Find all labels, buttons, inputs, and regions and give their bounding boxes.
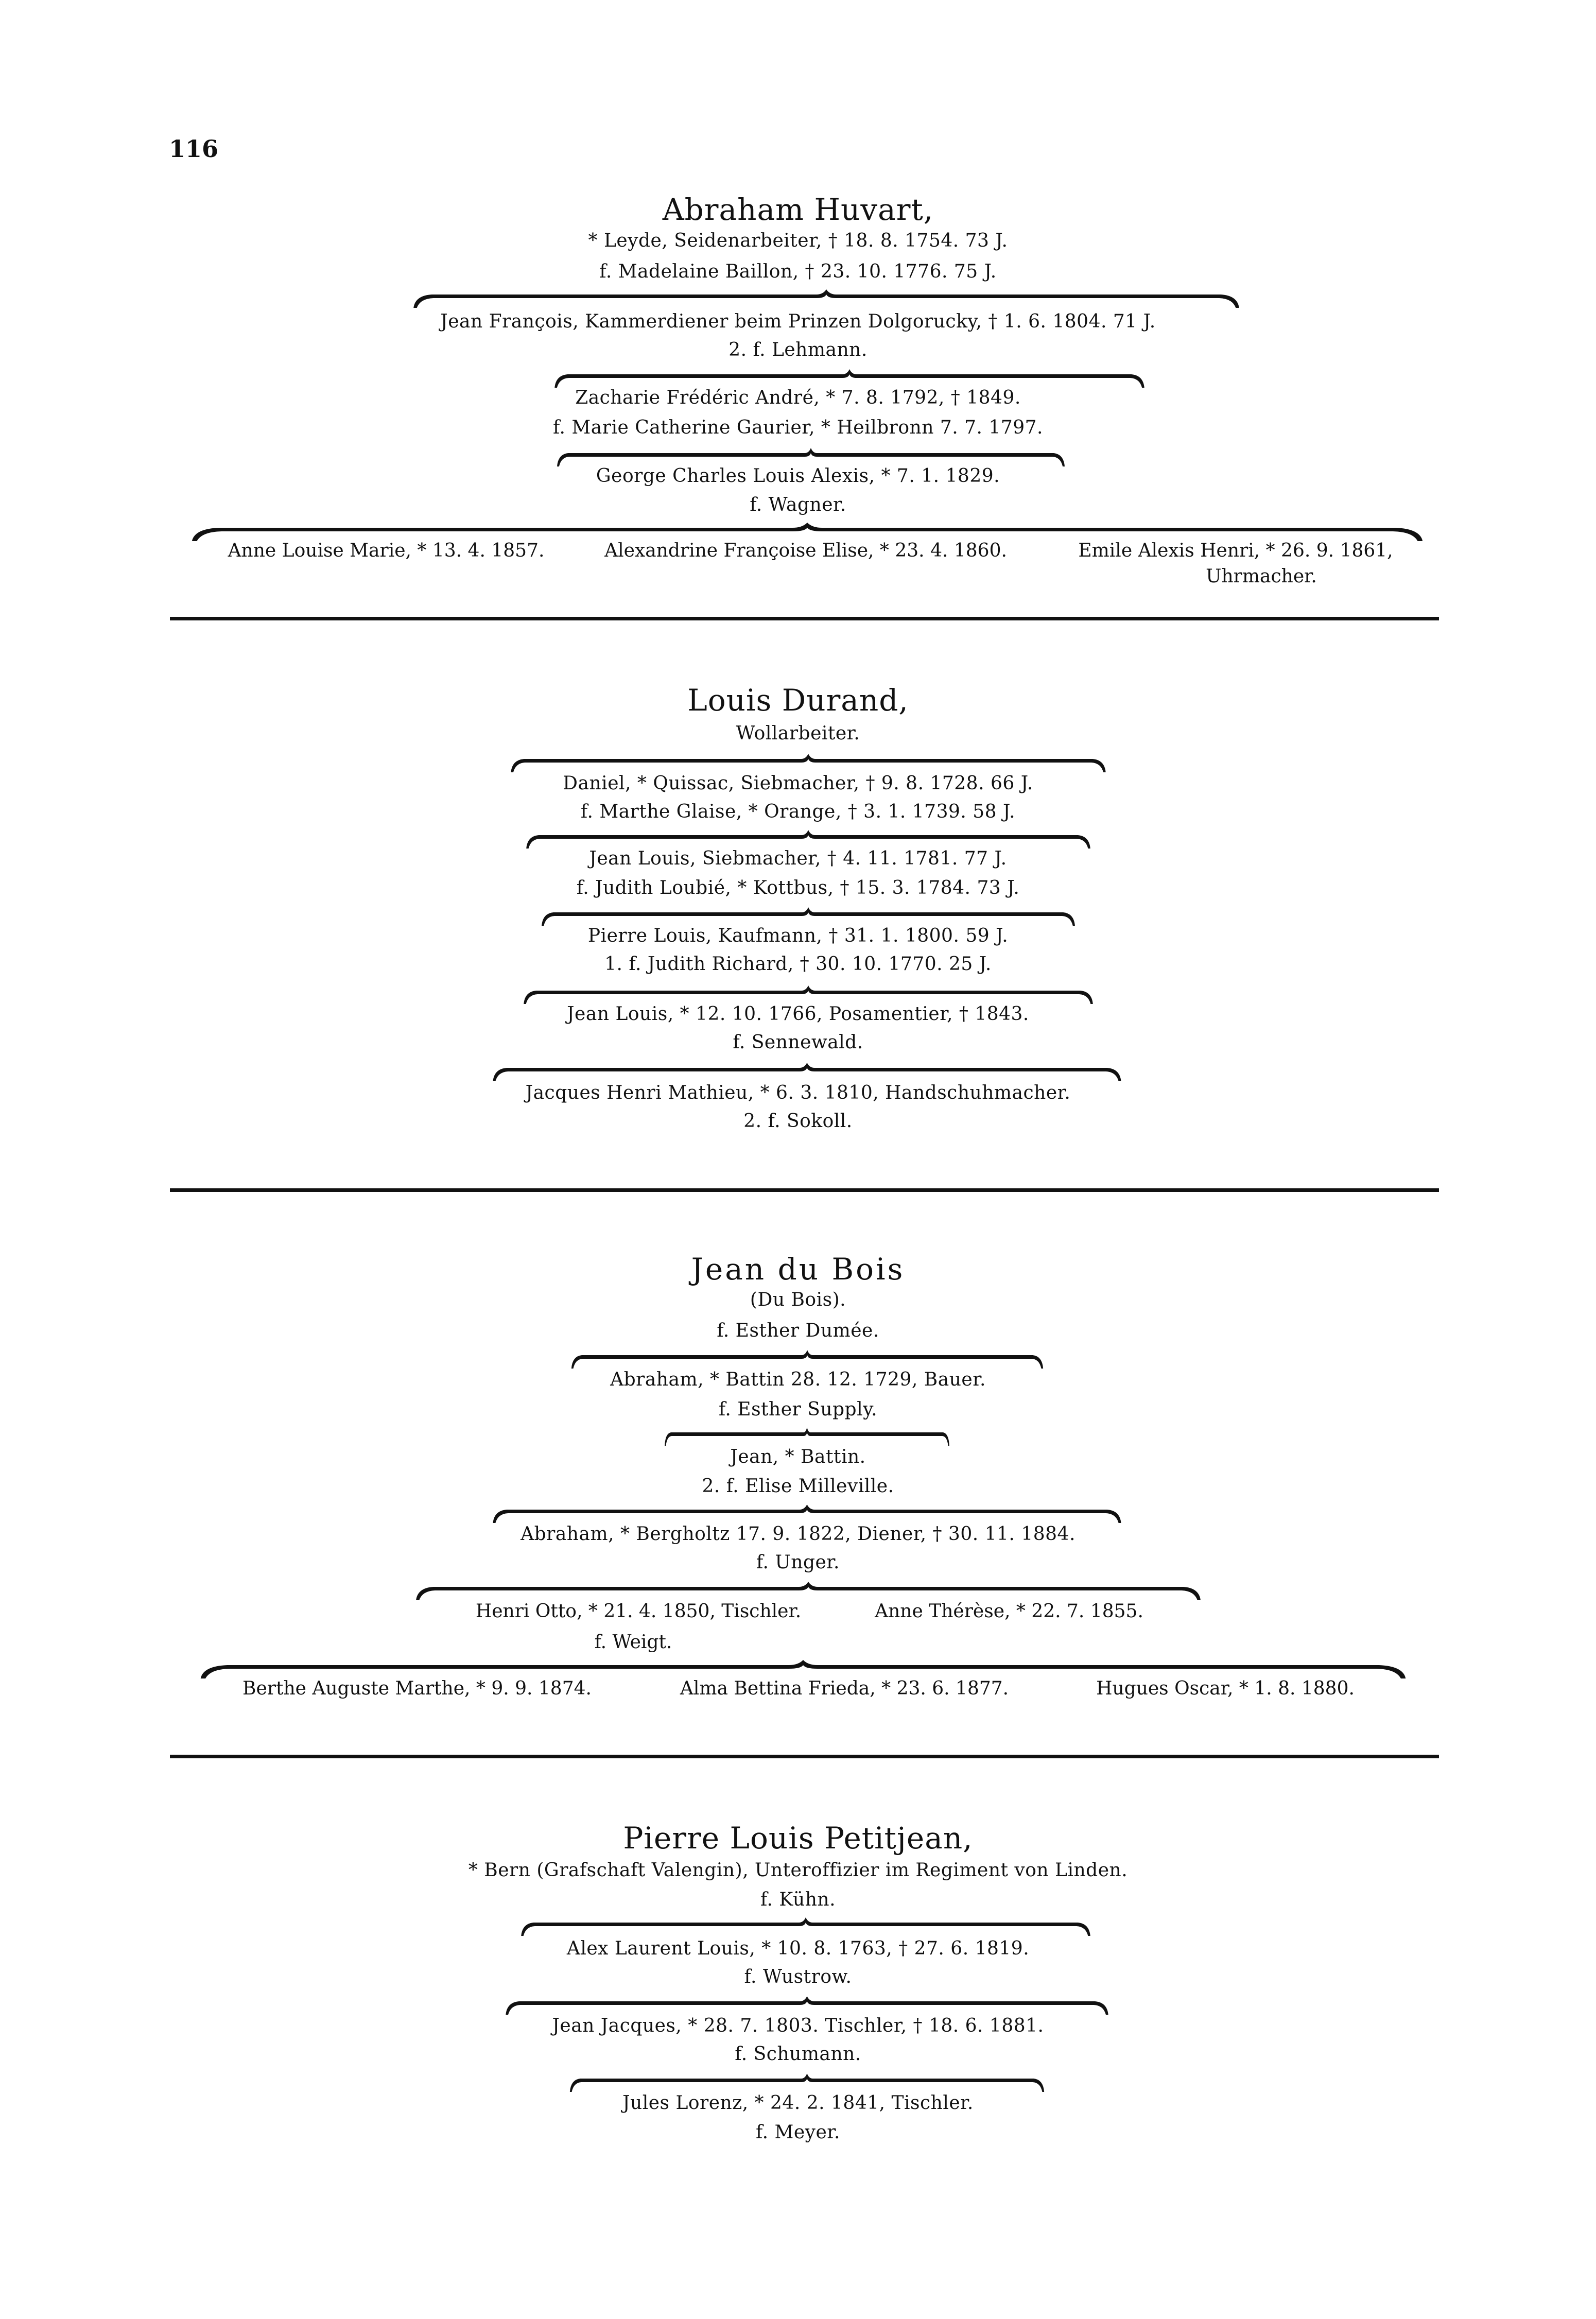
generation-line: Jean Louis, Siebmacher, † 4. 11. 1781. 77 J. bbox=[589, 848, 1007, 869]
brace bbox=[520, 1916, 1091, 1937]
generation-spouse: 2. f. Lehmann. bbox=[728, 339, 868, 360]
brace bbox=[414, 1581, 1202, 1601]
brace bbox=[510, 753, 1107, 773]
generation-spouse: f. Judith Loubié, * Kottbus, † 15. 3. 1784. 73 J. bbox=[576, 877, 1020, 898]
child-entry: Berthe Auguste Marthe, * 9. 9. 1874. bbox=[242, 1678, 592, 1699]
generation-line: Jacques Henri Mathieu, * 6. 3. 1810, Handschuhmacher. bbox=[525, 1082, 1071, 1103]
sibling-entry: Anne Thérèse, * 22. 7. 1855. bbox=[875, 1601, 1143, 1622]
child-entry: Emile Alexis Henri, * 26. 9. 1861, bbox=[1078, 540, 1393, 561]
generation-line: Daniel, * Quissac, Siebmacher, † 9. 8. 1728. 66 J. bbox=[563, 773, 1033, 794]
child-entry: Alexandrine Françoise Elise, * 23. 4. 1860. bbox=[604, 540, 1007, 561]
generation-spouse: f. Marthe Glaise, * Orange, † 3. 1. 1739. 58 J. bbox=[580, 801, 1016, 822]
family-spouse: f. Esther Dumée. bbox=[717, 1320, 879, 1341]
child-entry: Alma Bettina Frieda, * 23. 6. 1877. bbox=[680, 1678, 1009, 1699]
generation-line: Jean Louis, * 12. 10. 1766, Posamentier, † 1843. bbox=[567, 1003, 1029, 1025]
generation-line: Pierre Louis, Kaufmann, † 31. 1. 1800. 59 J. bbox=[587, 925, 1009, 946]
sibling-spouse: f. Weigt. bbox=[594, 1632, 672, 1653]
family-title: Abraham Huvart, bbox=[662, 192, 934, 227]
brace bbox=[412, 288, 1241, 309]
brace bbox=[492, 1062, 1122, 1082]
family-title: Louis Durand, bbox=[687, 683, 909, 718]
generation-line: Abraham, * Bergholtz 17. 9. 1822, Diener, † 30. 11. 1884. bbox=[521, 1524, 1075, 1545]
generation-spouse: f. Schumann. bbox=[735, 2044, 861, 2065]
generation-line: Jean, * Battin. bbox=[730, 1446, 866, 1467]
generation-spouse: f. Unger. bbox=[756, 1552, 840, 1573]
generation-spouse: f. Meyer. bbox=[756, 2122, 840, 2143]
family-spouse: f. Madelaine Baillon, † 23. 10. 1776. 75 J. bbox=[599, 261, 997, 282]
generation-spouse: f. Marie Catherine Gaurier, * Heilbronn 7. 7. 1797. bbox=[553, 417, 1043, 438]
brace bbox=[664, 1426, 950, 1447]
child-entry: Hugues Oscar, * 1. 8. 1880. bbox=[1096, 1678, 1355, 1699]
generation-spouse: f. Wustrow. bbox=[744, 1966, 852, 1987]
page-number: 116 bbox=[169, 135, 219, 163]
section-divider bbox=[170, 1755, 1439, 1758]
section-divider bbox=[170, 1188, 1439, 1192]
family-title: Jean du Bois bbox=[691, 1252, 905, 1287]
family-detail: (Du Bois). bbox=[750, 1289, 846, 1310]
sibling-entry: Henri Otto, * 21. 4. 1850, Tischler. bbox=[475, 1601, 802, 1622]
generation-line: George Charles Louis Alexis, * 7. 1. 1829. bbox=[596, 465, 1000, 487]
child-note: Uhrmacher. bbox=[1206, 566, 1317, 587]
generation-spouse: 1. f. Judith Richard, † 30. 10. 1770. 25 J. bbox=[604, 954, 992, 975]
generation-spouse: 2. f. Sokoll. bbox=[743, 1111, 853, 1132]
generation-line: Jules Lorenz, * 24. 2. 1841, Tischler. bbox=[622, 2092, 974, 2114]
generation-line: Jean François, Kammerdiener beim Prinzen Dolgorucky, † 1. 6. 1804. 71 J. bbox=[440, 311, 1156, 332]
section-divider bbox=[170, 617, 1439, 620]
brace bbox=[505, 1995, 1109, 2016]
family-spouse: f. Kühn. bbox=[760, 1889, 836, 1910]
family-detail: * Leyde, Seidenarbeiter, † 18. 8. 1754. 73 J. bbox=[588, 230, 1008, 251]
child-entry: Anne Louise Marie, * 13. 4. 1857. bbox=[228, 540, 545, 561]
family-title: Pierre Louis Petitjean, bbox=[623, 1821, 973, 1856]
brace bbox=[569, 2072, 1045, 2093]
family-detail: * Bern (Grafschaft Valengin), Unteroffizier im Regiment von Linden. bbox=[468, 1860, 1128, 1881]
generation-line: Zacharie Frédéric André, * 7. 8. 1792, † 1849. bbox=[575, 387, 1021, 408]
generation-line: Jean Jacques, * 28. 7. 1803. Tischler, † 18. 6. 1881. bbox=[552, 2015, 1044, 2036]
generation-spouse: 2. f. Elise Milleville. bbox=[702, 1476, 894, 1497]
brace bbox=[492, 1503, 1122, 1524]
generation-line: Alex Laurent Louis, * 10. 8. 1763, † 27. 6. 1819. bbox=[566, 1938, 1030, 1959]
generation-spouse: f. Esther Supply. bbox=[718, 1399, 878, 1420]
brace bbox=[570, 1349, 1044, 1370]
family-detail: Wollarbeiter. bbox=[736, 723, 860, 744]
generation-spouse: f. Wagner. bbox=[750, 494, 846, 515]
generation-spouse: f. Sennewald. bbox=[733, 1032, 863, 1053]
generation-line: Abraham, * Battin 28. 12. 1729, Bauer. bbox=[610, 1369, 986, 1390]
